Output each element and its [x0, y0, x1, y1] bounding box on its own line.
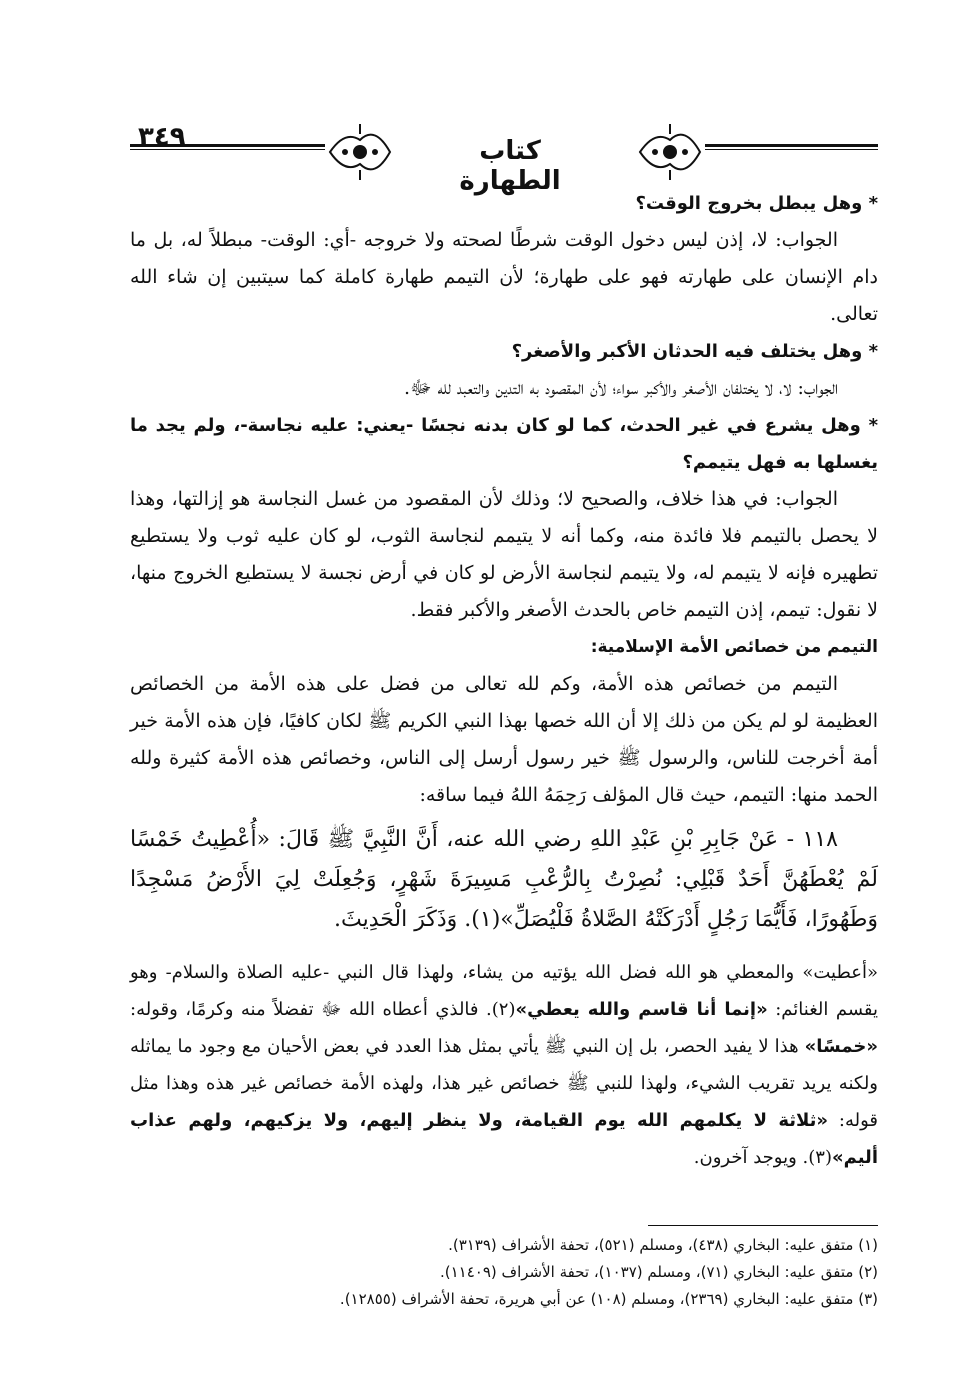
- page-header: [130, 118, 878, 196]
- header-rule-right: [705, 144, 878, 147]
- commentary: [130, 954, 878, 1176]
- section-text: التيمم من خصائص هذه الأمة، وكم لله تعالى من فضل على هذه الأمة من الخصائص العظيمة لو لم يكن من ذلك إلا أن الله خصها بهذا النبي الكريم ﷺ لكان كافيًا، فإن هذه الأمة خير أمة أخرجت للناس، والرسول ﷺ خير رسول أرسل إلى الناس، وخصائص هذه الأمة كثيرة ولله الحمد منها: التيمم، حيث قال المؤلف رَحِمَهُ اللهُ فيما ساقه:: [130, 673, 878, 806]
- question-2: * وهل يختلف فيه الحدثان الأكبر والأصغر؟: [511, 341, 878, 362]
- answer-1: الجواب: لا، إذن ليس دخول الوقت شرطًا لصحته ولا خروجه -أي: الوقت- مبطلاً له، بل ما دام الإنسان على طهارته فهو على طهارة؛ لأن التيمم طهارة كاملة كما سيتبين إن شاء الله تعالى.: [130, 229, 878, 325]
- footnote-2: (٢) متفق عليه: البخاري (٧١)، ومسلم (١٠٣٧)، تحفة الأشراف (١١٤٠٩).: [439, 1263, 878, 1281]
- quote-1: «إنما أنا قاسم والله يعطي»: [515, 999, 768, 1020]
- commentary-part-2: (٢). فالذي أعطاه الله ﷻ تفضلاً منه وكرمًا، وقوله:: [130, 999, 516, 1020]
- footnote-1: (١) متفق عليه: البخاري (٤٣٨)، ومسلم (٥٢١)، تحفة الأشراف (٣١٣٩).: [448, 1236, 878, 1254]
- footnote-divider: [648, 1225, 878, 1226]
- question-1: * وهل يبطل بخروج الوقت؟: [635, 193, 878, 214]
- footnotes: [130, 1232, 878, 1313]
- commentary-part-1: «أعطيت» والمعطي هو الله فضل الله يؤتيه من يشاء، ولهذا قال النبي -عليه الصلاة والسلام- وهو يقسم الغنائم:: [130, 962, 879, 1020]
- quote-3: «ثلاثة لا يكلمهم الله يوم القيامة، ولا ينظر إليهم، ولا يزكيهم، ولهم عذاب أليم»: [130, 1110, 878, 1168]
- main-text: [130, 185, 878, 1176]
- commentary-part-3: هذا لا يفيد الحصر، بل إن النبي ﷺ يأتي بمثل هذا العدد في بعض الأحيان مع وجود ما يماثله ولكنه يريد تقريب الشيء، ولهذا للنبي ﷺ خصائص غير هذا، ولهذه الأمة خصائص غير هذه وهذا مثل قوله:: [130, 1036, 878, 1131]
- quote-2: «خمسًا»: [804, 1036, 878, 1057]
- ornament-right-icon: [635, 120, 705, 184]
- question-3: * وهل يشرع في غير الحدث، كما لو كان بدنه نجسًا -يعني: عليه نجاسة-، ولم يجد ما يغسلها به فهل يتيمم؟: [130, 415, 878, 473]
- answer-3: الجواب: في هذا خلاف، والصحيح لا؛ وذلك لأن المقصود من غسل النجاسة هو إزالتها، وهذا لا يحصل بالتيمم فلا فائدة منه، وكما أنه لا يتيمم لنجاسة الثوب، لو كان عليه ثوب ولا يستطيع تطهيره فإنه لا يتيمم له، ولا يتيمم لنجاسة الأرض لو كان في أرض نجسة لا يستطيع الخروج منها، لا نقول: تيمم، إذن التيمم خاص بالحدث الأصغر والأكبر فقط.: [130, 488, 878, 621]
- section-heading: التيمم من خصائص الأمة الإسلامية:: [590, 637, 878, 657]
- answer-2: الجواب: لا، لا يختلفان الأصغر والأكبر سواء؛ لأن المقصود به التدين والتعبد لله ﷻ.: [404, 377, 838, 399]
- commentary-part-4: (٣). ويوجد آخرون.: [693, 1147, 832, 1168]
- header-rule-right-thin: [705, 149, 878, 150]
- chapter-title: كتاب الطهارة: [459, 136, 561, 196]
- ornament-left-icon: [325, 120, 395, 184]
- footnote-3: (٣) متفق عليه: البخاري (٢٣٦٩)، ومسلم (١٠٨) عن أبي هريرة، تحفة الأشراف (١٢٨٥٥).: [339, 1290, 878, 1308]
- page-number: ٣٤٩: [138, 122, 186, 152]
- hadith-118: ١١٨ - عَنْ جَابِرِ بْنِ عَبْدِ اللهِ رضي الله عنه، أَنَّ النَّبِيَّ ﷺ قَالَ: «أُعْطِيتُ خَمْسًا لَمْ يُعْطَهُنَّ أَحَدٌ قَبْلِي: نُصِرْتُ بِالرُّعْبِ مَسِيرَةَ شَهْرٍ، وَجُعِلَتْ لِيَ الأَرْضُ مَسْجِدًا وَطَهُورًا، فَأَيُّمَا رَجُلٍ أَدْرَكَتْهُ الصَّلاةُ فَلْيُصَلِّ»(١). وَذَكَرَ الْحَدِيثَ.: [130, 827, 878, 932]
